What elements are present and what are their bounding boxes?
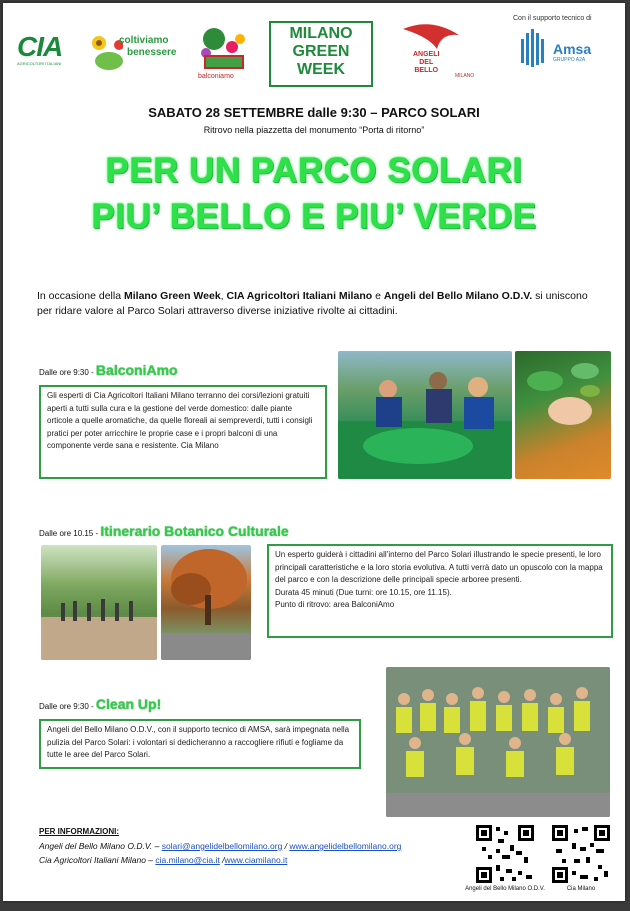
leaves-hand-illustration (515, 351, 611, 479)
balconiamo-name: BalconiAmo (95, 362, 178, 378)
info-cia-sep: / (219, 855, 225, 865)
intro-text-4: si uniscono per ridare valore al Parco Solari attraverso diverse iniziative rivolte ai cittadini. (37, 290, 588, 317)
intro-paragraph (37, 289, 602, 319)
angeli-website-link[interactable]: www.angelidelbellomilano.org (289, 841, 402, 851)
headline-line1: PER UN PARCO SOLARI (105, 151, 523, 190)
info-angeli-sep: / (282, 841, 290, 851)
angeli-line1: ANGELI (413, 51, 440, 58)
qr-caption-angeli: Angeli del Bello Milano O.D.V. (465, 886, 545, 892)
cia-logo-mark: CIA (17, 31, 63, 62)
milano-green-week-logo (269, 21, 373, 87)
balconiamo-photo-people (338, 351, 512, 479)
cia-logo (17, 33, 79, 66)
balconiamo-title (39, 362, 178, 378)
qr-caption-cia: Cia Milano (566, 886, 596, 892)
amsa-logo (519, 29, 609, 69)
park-walk-illustration (41, 545, 157, 660)
qr-angeli-icon (476, 825, 534, 883)
headline-line2: PIU’ BELLO E PIU’ VERDE (91, 197, 537, 236)
intro-bold-3: Angeli del Bello Milano O.D.V. (383, 290, 533, 302)
cleanup-description: Angeli del Bello Milano O.D.V., con il supporto tecnico di AMSA, sarà impegnata nella pulizia del Parco Solari: i volontari si dedicheranno a raccogliere rifiuti e fogliame da tutte le aree del Parco Solari. (39, 719, 361, 769)
cleanup-title (39, 696, 161, 712)
qr-cia-icon (552, 825, 610, 883)
info-cia-label: Cia Agricoltori Italiani Milano – (39, 855, 156, 865)
amsa-group: GRUPPO A2A (553, 57, 586, 63)
amsa-name: Amsa (553, 41, 592, 57)
itinerario-photo-tree (161, 545, 251, 660)
angeli-email-link[interactable]: solari@angelidelbellomilano.org (161, 841, 283, 851)
mgw-line3: WEEK (297, 61, 345, 78)
angeli-city: MILANO (455, 73, 475, 79)
info-line-angeli (39, 841, 401, 851)
balconiamo-time: Dalle ore 9:30 - (39, 368, 96, 377)
cleanup-name: Clean Up! (95, 696, 162, 712)
flyer-page (3, 3, 625, 901)
info-angeli-label: Angeli del Bello Milano O.D.V. – (39, 841, 162, 851)
itinerario-title (39, 523, 289, 539)
itinerario-text: Un esperto guiderà i cittadini all’interno del Parco Solari illustrando le specie presenti, le loro principali caratteristiche e la loro storia evolutiva. A tutti verrà dato un opuscolo con la mappa del parco e con la descrizione delle principali specie arboree presenti. (275, 550, 603, 584)
balconiamo-photo-leaves (515, 351, 611, 479)
intro-bold-1: Milano Green Week (123, 290, 221, 302)
cia-website-link[interactable]: www.ciamilano.it (224, 855, 288, 865)
intro-text-1: In occasione della (37, 290, 124, 302)
itinerario-meeting-point: Punto di ritrovo: area BalconiAmo (275, 600, 395, 609)
itinerario-time: Dalle ore 10.15 - (39, 529, 101, 538)
sunflower-icon (89, 33, 123, 73)
coltiviamo-line1: coltiviamo (119, 35, 169, 46)
intro-bold-2: CIA Agricoltori Italiani Milano (226, 290, 373, 302)
cleanup-time: Dalle ore 9:30 - (39, 702, 96, 711)
amsa-bars-icon (519, 29, 549, 69)
angeli-del-bello-logo (393, 21, 488, 83)
qr-code-cia[interactable] (552, 825, 610, 883)
flower-pot-icon (196, 25, 252, 73)
cia-logo-sub: AGRICOLTORI ITALIANI (17, 61, 62, 66)
angeli-line2: DEL (419, 59, 434, 66)
autumn-tree-illustration (161, 545, 251, 660)
event-date: SABATO 28 SETTEMBRE dalle 9:30 – PARCO SOLARI (148, 105, 480, 120)
coltiviamo-line2: benessere (127, 47, 177, 58)
mgw-line1: MILANO (289, 25, 353, 42)
support-label: Con il supporto tecnico di (513, 15, 592, 22)
wing-icon (401, 21, 461, 55)
itinerario-name: Itinerario Botanico Culturale (100, 523, 289, 539)
coltiviamo-benessere-logo (89, 29, 189, 77)
info-line-cia (39, 855, 287, 865)
intro-text-2: , (220, 290, 227, 302)
itinerario-duration: Durata 45 minuti (Due turni: ore 10.15, ore 11.15). (275, 587, 452, 597)
angeli-line3: BELLO (414, 67, 439, 74)
cia-email-link[interactable]: cia.milano@cia.it (155, 855, 220, 865)
balconiamo-photo-illustration (338, 351, 512, 479)
itinerario-description (267, 544, 613, 638)
mgw-line2: GREEN (292, 43, 350, 60)
balconiamo-label: balconiamo (198, 73, 234, 80)
itinerario-photo-walk (41, 545, 157, 660)
balconiamo-description: Gli esperti di Cia Agricoltori Italiani Milano terranno dei corsi/lezioni gratuiti aperti a tutti sulla cura e la gestione del verde domestico: dalle piante orticole a quelle aromatiche, da quelle floreali ai sempreverdi, tutti i consigli pratici per poter arricchire le proprie case e i propri balconi di una componente verde sana e resistente. Cia Milano (39, 385, 327, 479)
intro-text-3: e (372, 290, 384, 302)
angeli-logo-text (413, 51, 439, 75)
cleanup-photo-volunteers (386, 667, 610, 817)
balconiamo-logo (196, 25, 252, 83)
qr-code-angeli[interactable] (476, 825, 534, 883)
event-meeting-point: Ritrovo nella piazzetta del monumento “Porta di ritorno” (203, 125, 425, 135)
info-heading: PER INFORMAZIONI: (39, 827, 119, 836)
volunteers-group-illustration (386, 667, 610, 817)
